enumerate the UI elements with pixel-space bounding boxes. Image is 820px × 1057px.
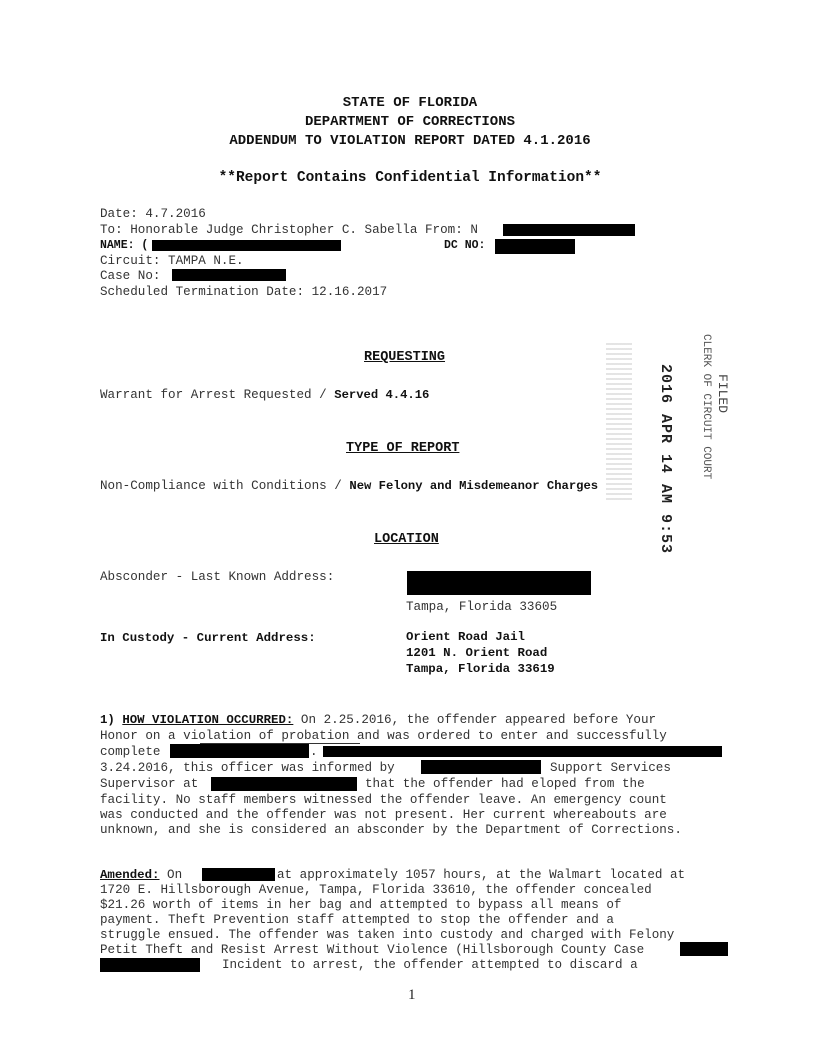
type-of-report-noncompliance: Non-Compliance with Conditions / bbox=[100, 479, 350, 493]
absconder-city: Tampa, Florida 33605 bbox=[406, 600, 558, 614]
requesting-request: Warrant for Arrest Requested / bbox=[100, 388, 335, 402]
absconder-label: Absconder - Last Known Address: bbox=[100, 570, 335, 584]
header-department: DEPARTMENT OF CORRECTIONS bbox=[304, 114, 516, 130]
location-heading: LOCATION bbox=[374, 532, 439, 547]
stamp-clerk: CLERK OF CIRCUIT COURT bbox=[700, 334, 712, 480]
type-of-report-charges: New Felony and Misdemeanor Charges bbox=[349, 479, 599, 493]
stamp-faded-lines bbox=[606, 340, 632, 500]
violation-line-3-period: . bbox=[310, 745, 318, 759]
violation-line-5-text: that the offender had eloped from the bbox=[365, 777, 645, 791]
amended-line-7: Incident to arrest, the offender attempted to discard a bbox=[222, 958, 638, 972]
type-of-report-heading: TYPE OF REPORT bbox=[346, 441, 460, 456]
filed-stamp bbox=[600, 330, 730, 555]
violation-line-3: complete bbox=[100, 745, 161, 759]
violation-number: 1) bbox=[100, 713, 123, 727]
violation-line-4-role: Support Services bbox=[550, 761, 671, 775]
violation-line-2: Honor on a violation of probation and was ordered to enter and successfully bbox=[100, 729, 667, 743]
report-date: Date: 4.7.2016 bbox=[100, 207, 206, 221]
custody-line-1: Orient Road Jail bbox=[406, 630, 525, 644]
redaction-case-number bbox=[172, 269, 286, 281]
stamp-filed: FILED bbox=[715, 374, 730, 414]
circuit: Circuit: TAMPA N.E. bbox=[100, 254, 244, 268]
custody-line-3: Tampa, Florida 33619 bbox=[406, 662, 555, 676]
confidential-notice: **Report Contains Confidential Information** bbox=[218, 170, 602, 186]
page-number: 1 bbox=[408, 987, 416, 1003]
redaction-case-number-2 bbox=[680, 942, 728, 956]
header-state: STATE OF FLORIDA bbox=[342, 95, 478, 111]
header-report-title: ADDENDUM TO VIOLATION REPORT DATED 4.1.2016 bbox=[229, 133, 591, 149]
redaction-program-details bbox=[323, 746, 722, 757]
name-label: NAME: ( bbox=[100, 239, 149, 252]
redaction-officer bbox=[503, 224, 635, 236]
amended-line-5: struggle ensued. The offender was taken into custody and charged with Felony bbox=[100, 928, 675, 942]
redaction-informant bbox=[421, 760, 541, 774]
violation-line-4: 3.24.2016, this officer was informed by bbox=[100, 761, 395, 775]
redaction-absconder-address bbox=[407, 571, 591, 595]
amended-line-6: Petit Theft and Resist Arrest Without Violence (Hillsborough County Case bbox=[100, 943, 645, 957]
violation-line-5: Supervisor at bbox=[100, 777, 199, 791]
amended-line-1b: at approximately 1057 hours, at the Walmart located at bbox=[277, 868, 686, 882]
redaction-name bbox=[152, 240, 341, 251]
requesting-served: Served 4.4.16 bbox=[334, 388, 430, 402]
violation-line-1 bbox=[100, 713, 656, 727]
requesting-text bbox=[100, 388, 429, 402]
violation-line-6: facility. No staff members witnessed the offender leave. An emergency count bbox=[100, 793, 667, 807]
custody-label: In Custody - Current Address: bbox=[100, 631, 316, 645]
termination-date: Scheduled Termination Date: 12.16.2017 bbox=[100, 285, 388, 299]
stamp-date: 2016 APR 14 AM 9:53 bbox=[657, 364, 674, 555]
violation-line-1-text: On 2.25.2016, the offender appeared before Your bbox=[293, 713, 657, 727]
addressee-line: To: Honorable Judge Christopher C. Sabella From: N bbox=[100, 223, 478, 237]
redaction-dc-number bbox=[495, 239, 575, 254]
redaction-program bbox=[170, 744, 309, 758]
amended-line-3: $21.26 worth of items in her bag and attempted to bypass all means of bbox=[100, 898, 622, 912]
amended-heading: Amended: bbox=[100, 868, 160, 882]
amended-line-1 bbox=[100, 868, 182, 882]
redaction-date bbox=[202, 868, 275, 881]
case-number-label: Case No: bbox=[100, 269, 161, 283]
amended-line-4: payment. Theft Prevention staff attempted to stop the offender and a bbox=[100, 913, 614, 927]
type-of-report-text bbox=[100, 479, 598, 493]
violation-line-8: unknown, and she is considered an absconder by the Department of Corrections. bbox=[100, 823, 682, 837]
amended-line-2: 1720 E. Hillsborough Avenue, Tampa, Florida 33610, the offender concealed bbox=[100, 883, 652, 897]
redaction-facility bbox=[211, 777, 357, 791]
custody-line-2: 1201 N. Orient Road bbox=[406, 646, 548, 660]
violation-heading: HOW VIOLATION OCCURRED: bbox=[122, 713, 294, 727]
dc-number-label: DC NO: bbox=[444, 239, 486, 252]
amended-line-1a: On bbox=[159, 868, 183, 882]
redaction-case-number-3 bbox=[100, 958, 200, 972]
requesting-heading: REQUESTING bbox=[364, 350, 446, 365]
violation-line-7: was conducted and the offender was not present. Her current whereabouts are bbox=[100, 808, 667, 822]
